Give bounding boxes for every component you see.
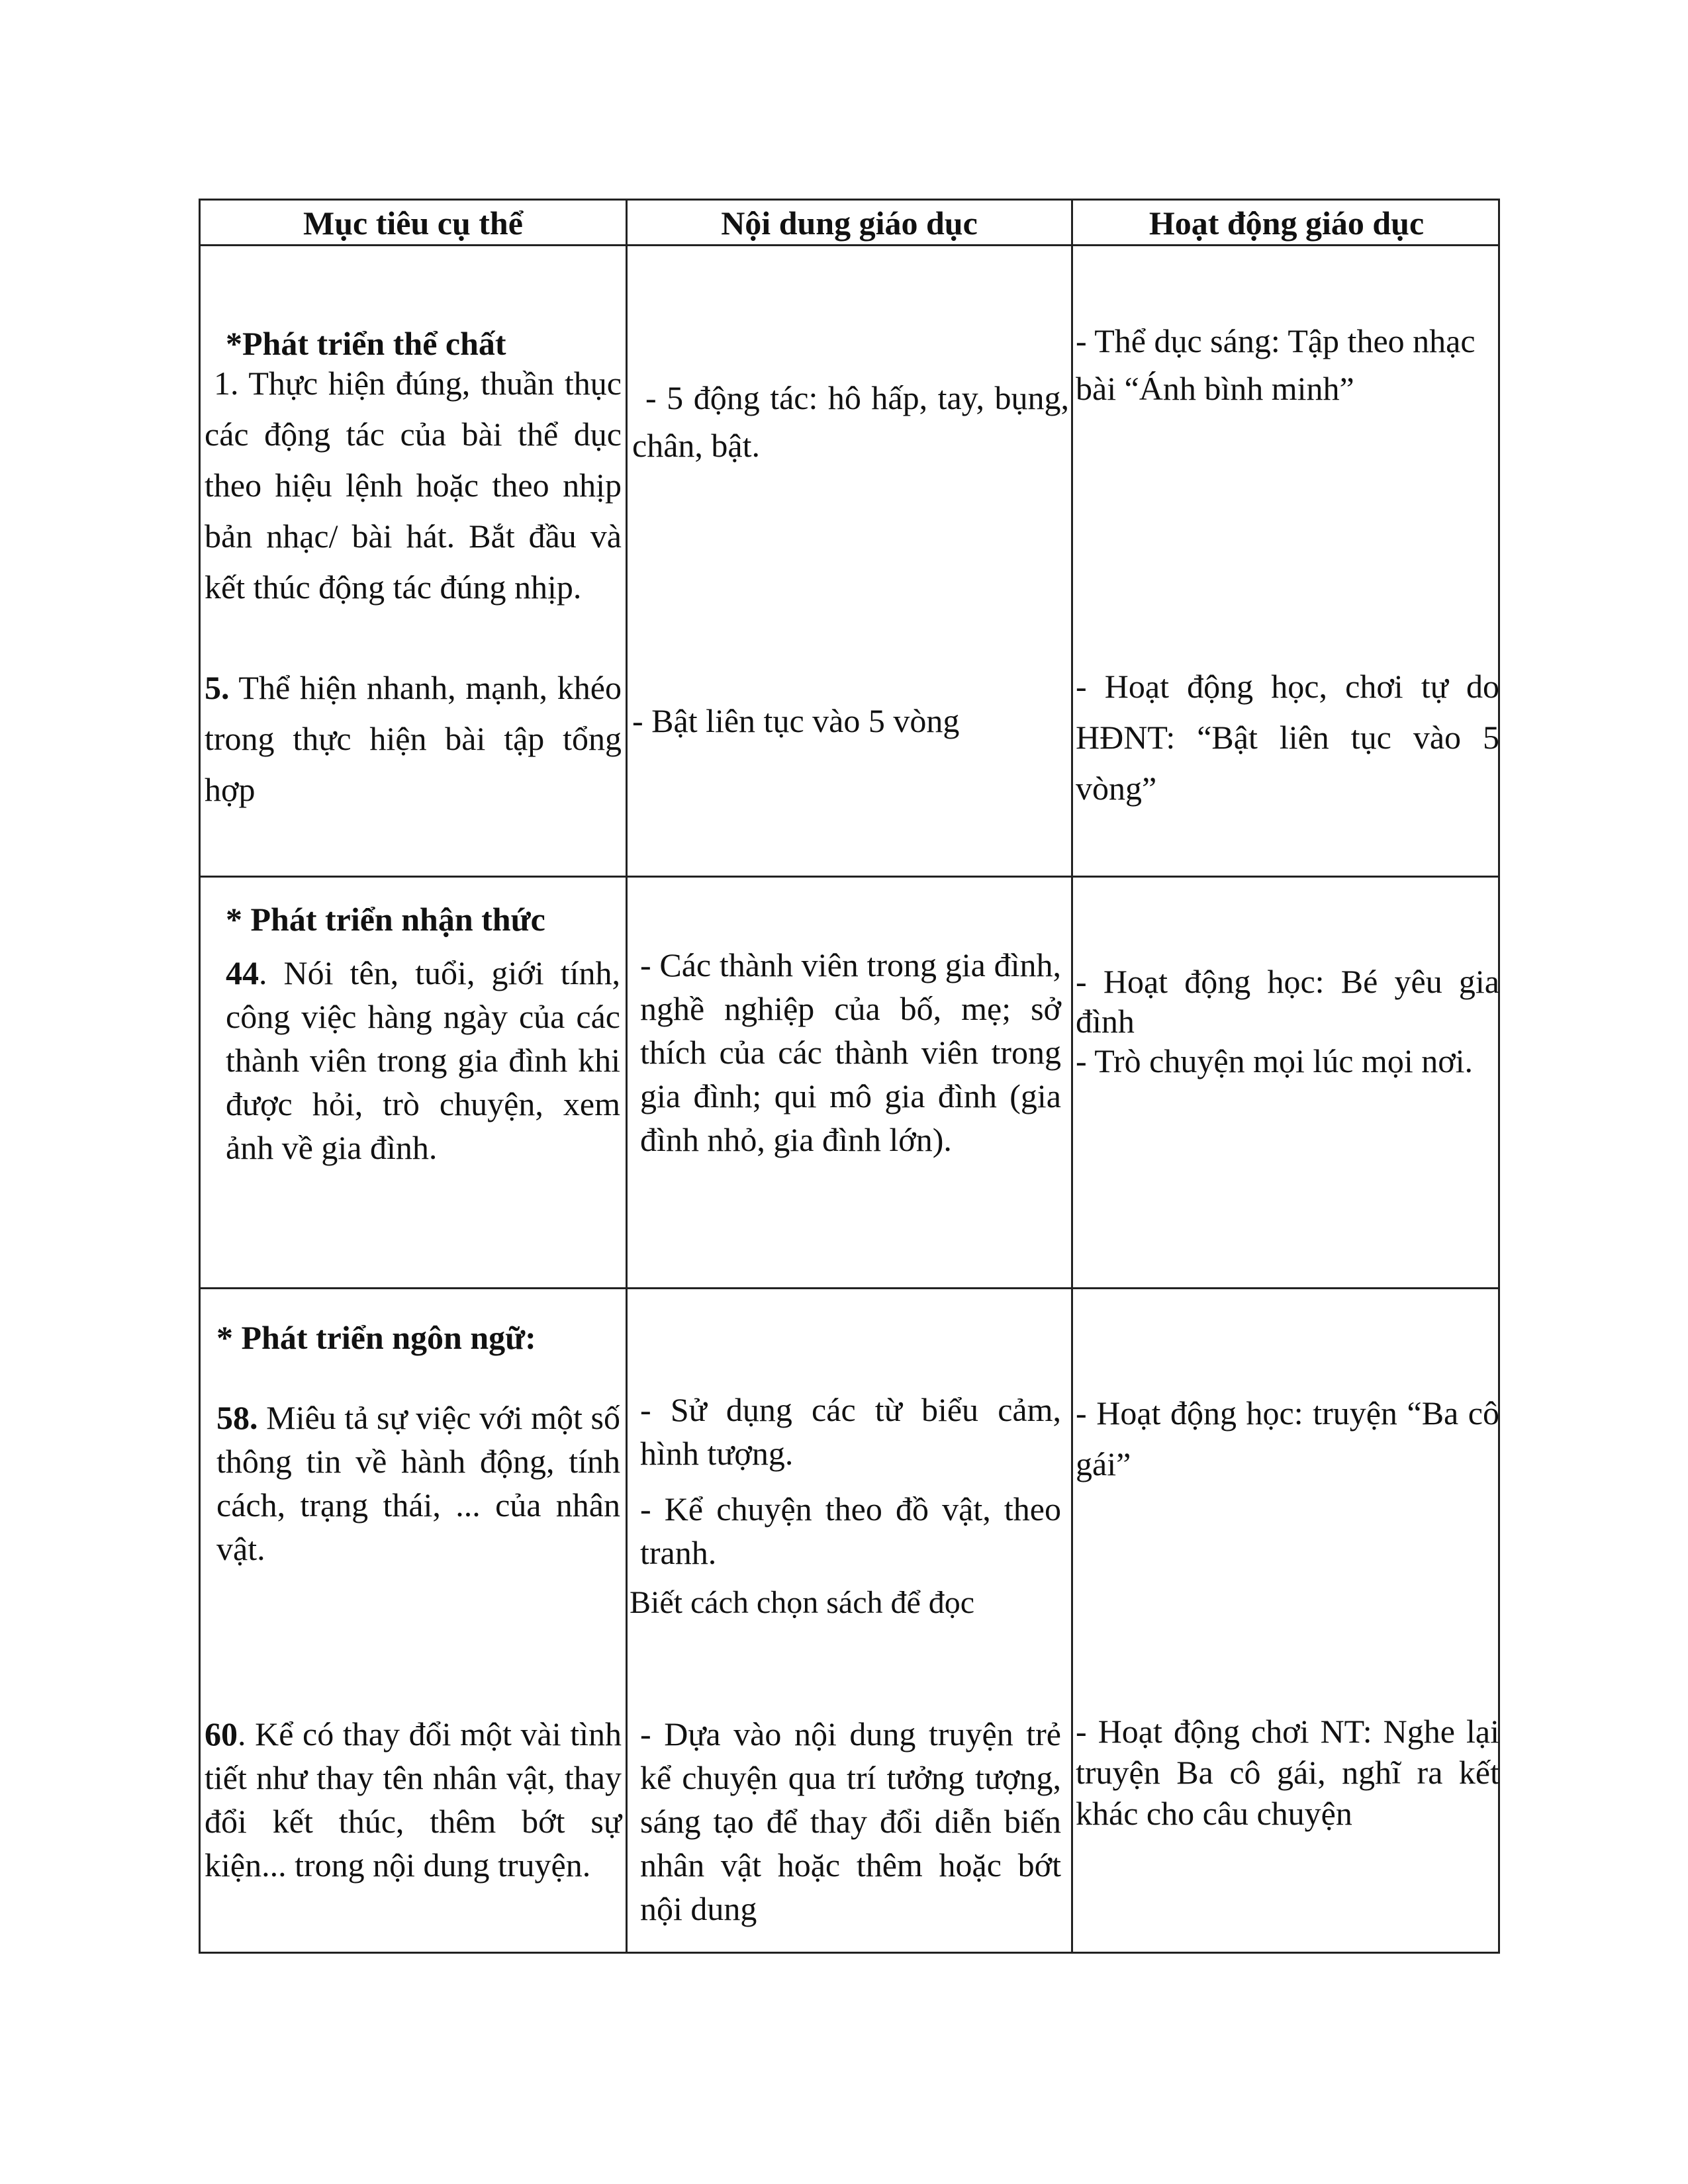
row-divider-2: [201, 1287, 1498, 1289]
content-58c-text: Biết cách chọn sách để đọc: [630, 1585, 975, 1620]
column-divider-2: [1071, 201, 1073, 1952]
section-physical-heading: *Phát triển thể chất: [226, 325, 506, 362]
goal-58-text: Miêu tả sự việc với một số thông tin về hành động, tính cách, trạng thái, ... của nhân vật.: [216, 1399, 620, 1567]
activity-1-text: - Thể dục sáng: Tập theo nhạc bài “Ánh bình minh”: [1076, 322, 1476, 407]
activity-44-text-1: - Hoạt động học: Bé yêu gia đình: [1076, 963, 1499, 1040]
goal-1-text: 1. Thực hiện đúng, thuần thục các động tác của bài thể dục theo hiệu lệnh hoặc theo nhịp bản nhạc/ bài hát. Bắt đầu và kết thúc động tác đúng nhịp.: [205, 365, 622, 606]
content-60-text: - Dựa vào nội dung truyện trẻ kể chuyện qua trí tưởng tượng, sáng tạo để thay đổi diễn biến nhân vật hoặc thêm hoặc bớt nội dung: [640, 1715, 1061, 1927]
header-activities: Hoạt động giáo dục: [1149, 205, 1425, 242]
goal-58: [216, 1396, 620, 1570]
column-divider-1: [626, 201, 628, 1952]
education-plan-table: [199, 199, 1500, 1954]
content-58a-text: - Sử dụng các từ biểu cảm, hình tượng.: [640, 1391, 1061, 1472]
activity-44: [1076, 962, 1499, 1081]
goal-5: [205, 662, 622, 815]
content-5-text: - Bật liên tục vào 5 vòng: [632, 702, 960, 739]
activity-60-text: - Hoạt động chơi NT: Nghe lại truyện Ba cô gái, nghĩ ra kết khác cho câu chuyện: [1076, 1713, 1499, 1832]
goal-44-text: . Nói tên, tuổi, giới tính, công việc hàng ngày của các thành viên trong gia đình khi được hỏi, trò chuyện, xem ảnh về gia đình.: [226, 954, 620, 1166]
goal-5-number: 5.: [205, 669, 230, 706]
content-1-text: - 5 động tác: hô hấp, tay, bụng, chân, bật.: [632, 379, 1069, 464]
content-58b-text: - Kể chuyện theo đồ vật, theo tranh.: [640, 1490, 1061, 1571]
section-cognitive-heading: * Phát triển nhận thức: [226, 901, 545, 938]
goal-60-number: 60: [205, 1715, 238, 1752]
section-language-heading: * Phát triển ngôn ngữ:: [216, 1319, 536, 1356]
header-goals: Mục tiêu cụ thể: [303, 205, 523, 242]
goal-44: [226, 951, 620, 1169]
goal-58-number: 58.: [216, 1399, 258, 1436]
activity-44-text-2: - Trò chuyện mọi lúc mọi nơi.: [1076, 1042, 1474, 1079]
header-content: Nội dung giáo dục: [721, 205, 978, 242]
row-divider-1: [201, 876, 1498, 878]
activity-5-text: - Hoạt động học, chơi tự do HĐNT: “Bật liên tục vào 5 vòng”: [1076, 668, 1499, 807]
goal-60-text: . Kể có thay đổi một vài tình tiết như thay tên nhân vật, thay đổi kết thúc, thêm bớt sự kiện... trong nội dung truyện.: [205, 1715, 622, 1884]
goal-44-number: 44: [226, 954, 259, 991]
activity-58-text: - Hoạt động học: truyện “Ba cô gái”: [1076, 1394, 1499, 1482]
content-44-text: - Các thành viên trong gia đình, nghề nghiệp của bố, mẹ; sở thích của các thành viên trong gia đình; qui mô gia đình (gia đình nhỏ, gia đình lớn).: [640, 946, 1061, 1158]
goal-5-text: Thể hiện nhanh, mạnh, khéo trong thực hiện bài tập tổng hợp: [205, 669, 622, 808]
goal-60: [205, 1712, 622, 1887]
